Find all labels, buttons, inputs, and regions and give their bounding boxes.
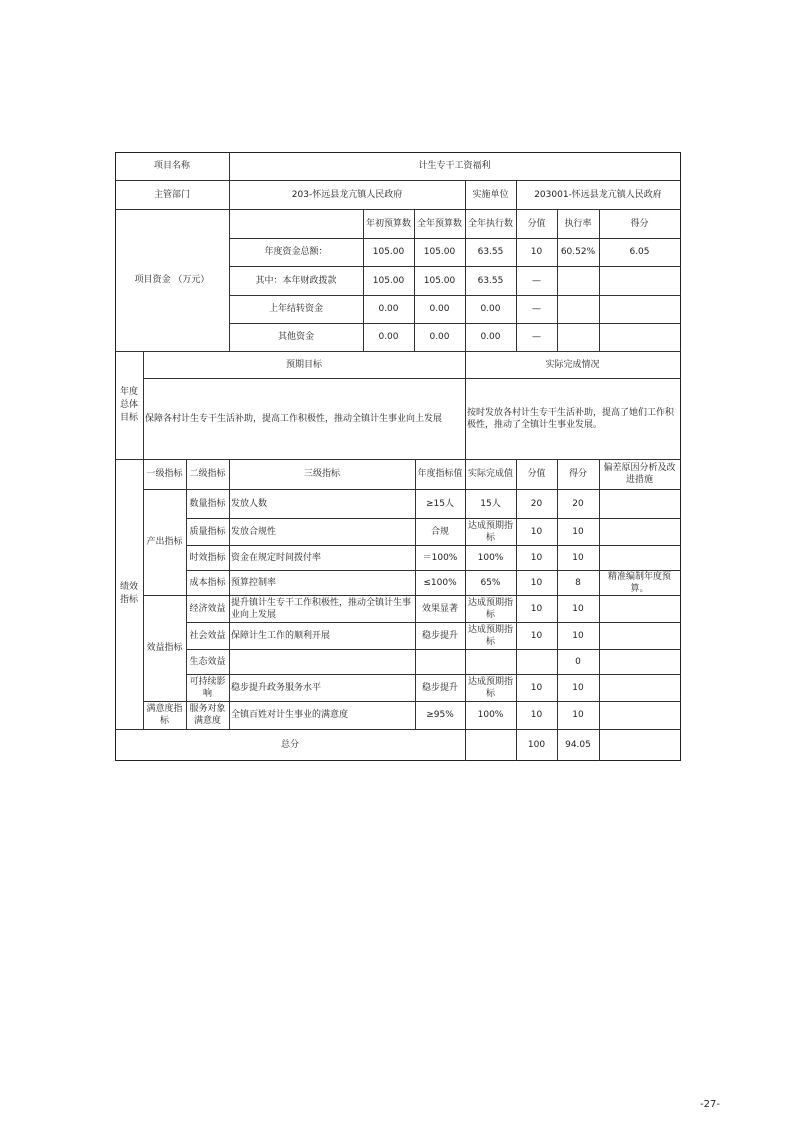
perf-cell-score: 20: [572, 498, 584, 509]
funds-col-header: 全年执行数: [467, 218, 513, 229]
page-number: -27-: [700, 1099, 720, 1110]
perf-cell-target: 合规: [430, 526, 449, 537]
perf-cell-target: 效果显著: [421, 603, 458, 614]
rule-line: [229, 180, 230, 210]
rule-line: [229, 152, 230, 181]
funds-cell: 0.00: [429, 304, 450, 314]
perf-cell-note: [599, 701, 680, 729]
rule-line: [465, 729, 466, 761]
performance-label: 绩效指标: [119, 582, 138, 605]
total-weight: 100: [527, 739, 546, 750]
perf-cell-weight: 10: [530, 682, 543, 693]
perf-cell-note: [599, 674, 680, 701]
funds-col-header: 全年预算数: [416, 218, 462, 229]
perf-cell-score: 10: [572, 552, 584, 563]
perf-cell-target: 稳步提升: [421, 630, 458, 641]
perf-col-header: 分值: [527, 469, 546, 479]
perf-cell-actual: 达成预期指标: [467, 597, 513, 620]
funds-cell: —: [532, 332, 541, 342]
funds-cell: 105.00: [372, 275, 405, 286]
rule-line: [415, 459, 416, 730]
funds-col-header: 得分: [630, 218, 649, 229]
rule-line: [115, 180, 681, 181]
perf-cell-target: [415, 649, 465, 674]
rule-line: [599, 209, 600, 352]
perf-cell-level3: 资金在规定时间拨付率: [231, 552, 322, 563]
perf-col-header: 偏差原因分析及改进措施: [603, 463, 676, 485]
rule-line: [115, 459, 681, 460]
funds-cell: 0.00: [480, 332, 501, 342]
perf-cell-level3: 保障计生工作的顺利开展: [231, 630, 331, 641]
perf-cell-weight: 10: [530, 526, 543, 537]
rule-line: [516, 209, 517, 352]
rule-line: [186, 459, 187, 730]
rule-line: [186, 570, 681, 571]
rule-line: [599, 729, 600, 761]
perf-cell-target: ≤100%: [423, 577, 457, 588]
perf-cell-note: [599, 489, 680, 518]
funds-row-label: 上年结转资金: [268, 304, 323, 314]
perf-cell-weight: [516, 649, 557, 674]
perf-cell-weight: 20: [530, 498, 543, 509]
funds-cell: [557, 266, 599, 295]
perf-cell-level2: 服务对象满意度: [189, 704, 226, 726]
funds-cell: 0.00: [378, 304, 399, 314]
perf-cell-score: 10: [572, 603, 584, 614]
perf-cell-level2: 可持续影响: [189, 676, 226, 699]
project-name-label: 项目名称: [153, 161, 190, 171]
total-score: 94.05: [565, 739, 591, 750]
funds-cell: 105.00: [423, 247, 456, 257]
rule-line: [186, 674, 681, 675]
rule-line: [143, 701, 681, 702]
funds-cell: [599, 323, 680, 351]
rule-line: [115, 152, 681, 153]
dept-label: 主管部门: [153, 189, 190, 200]
goals-actual-text: 按时发放各村计生专干生活补助，提高了她们工作积极性，推动了全镇计生事业发展。: [467, 407, 675, 430]
rule-line: [143, 595, 681, 596]
rule-line: [516, 729, 517, 761]
perf-cell-score: 8: [575, 577, 581, 588]
rule-line: [229, 266, 681, 267]
goals-label: 年度总体目标: [119, 386, 138, 423]
rule-line: [516, 459, 517, 730]
impl-label: 实施单位: [472, 189, 509, 200]
perf-cell-actual: 100%: [477, 710, 504, 720]
rule-line: [229, 209, 230, 352]
perf-cell-weight: 10: [530, 630, 543, 641]
perf-cell-actual: 达成预期指标: [467, 520, 513, 543]
dept-value: 203-怀远县龙亢镇人民政府: [291, 189, 403, 200]
perf-cell-level3: 发放合规性: [231, 526, 277, 537]
perf-cell-level3: 稳步提升政务服务水平: [231, 682, 322, 693]
rule-line: [115, 729, 681, 730]
perf-level1-output: 产出指标: [146, 537, 183, 547]
perf-cell-score: 10: [572, 710, 584, 720]
perf-cell-note: [599, 545, 680, 570]
perf-cell-level2: 社会效益: [189, 630, 226, 641]
perf-col-header: 实际完成值: [467, 469, 513, 479]
rule-line: [115, 351, 681, 352]
rule-line: [465, 351, 466, 460]
rule-line: [414, 209, 415, 352]
goals-expected-text: 保障各村计生专干生活补助，提高工作积极性，推动全镇计生事业向上发展: [145, 413, 443, 424]
funds-cell: 10: [530, 247, 543, 257]
perf-cell-note: [599, 622, 680, 649]
perf-cell-actual: 100%: [477, 552, 504, 563]
rule-line: [557, 729, 558, 761]
perf-cell-score: 10: [572, 682, 584, 693]
perf-cell-level2: 质量指标: [189, 526, 226, 537]
funds-cell: 0.00: [378, 332, 399, 342]
rule-line: [143, 351, 144, 460]
perf-col-header: 年度指标值: [417, 469, 463, 479]
perf-cell-note: [599, 595, 680, 622]
perf-cell-score: 10: [572, 630, 584, 641]
rule-line: [229, 295, 681, 296]
perf-cell-score: 10: [572, 526, 584, 537]
perf-cell-level3: [229, 649, 415, 674]
funds-cell: 63.55: [477, 247, 504, 257]
rule-line: [115, 760, 681, 761]
rule-line: [143, 489, 681, 490]
perf-cell-note: [599, 649, 680, 674]
rule-line: [115, 152, 116, 761]
perf-cell-target: ＝100%: [422, 552, 458, 563]
funds-cell: 6.05: [629, 247, 650, 257]
funds-cell: —: [532, 275, 541, 286]
rule-line: [465, 180, 466, 210]
perf-cell-weight: 10: [530, 603, 543, 614]
perf-cell-level3: 提升镇计生专干工作积极性，推动全镇计生事业向上发展: [231, 597, 412, 620]
perf-cell-level2: 时效指标: [189, 552, 226, 563]
impl-value: 203001-怀远县龙亢镇人民政府: [534, 189, 662, 200]
funds-row-label: 年度资金总额：: [264, 247, 328, 257]
rule-line: [465, 459, 466, 730]
perf-cell-level2: 成本指标: [189, 577, 226, 588]
funds-cell: 63.55: [477, 275, 504, 286]
rule-line: [143, 459, 144, 730]
funds-row-label: 其他资金: [277, 332, 314, 342]
perf-cell-level2: 经济效益: [189, 603, 226, 614]
perf-cell-actual: 65%: [480, 577, 501, 588]
rule-line: [186, 622, 681, 623]
rule-line: [143, 378, 681, 379]
funds-col-header: 执行率: [564, 218, 592, 229]
rule-line: [115, 209, 681, 210]
perf-cell-level2: 数量指标: [189, 498, 226, 509]
perf-cell-score: 0: [575, 656, 581, 667]
goals-actual-header: 实际完成情况: [545, 359, 600, 370]
funds-cell: 105.00: [423, 275, 456, 286]
perf-cell-actual: 达成预期指标: [467, 624, 513, 647]
perf-level1-satisfaction: 满意度指标: [146, 704, 183, 726]
project-name-value: 计生专干工资福利: [418, 161, 491, 171]
funds-cell: 0.00: [480, 304, 501, 314]
funds-col-header: 分值: [527, 218, 546, 229]
goals-expected-header: 预期目标: [285, 359, 322, 370]
rule-line: [229, 323, 681, 324]
perf-cell-weight: 10: [530, 710, 543, 720]
total-label: 总分: [280, 739, 299, 750]
funds-cell: 105.00: [372, 247, 405, 257]
rule-line: [680, 152, 681, 761]
rule-line: [186, 649, 681, 650]
funds-cell: [599, 295, 680, 323]
funds-row-label: 其中：本年财政拨款: [255, 275, 337, 286]
rule-line: [557, 459, 558, 730]
perf-col-header: 二级指标: [189, 469, 226, 479]
funds-cell: [557, 323, 599, 351]
rule-line: [465, 209, 466, 352]
rule-line: [186, 518, 681, 519]
funds-cell: [599, 266, 680, 295]
rule-line: [229, 238, 681, 239]
perf-cell-level3: 发放人数: [231, 498, 268, 509]
funds-cell: —: [532, 304, 541, 314]
funds-cell: [557, 295, 599, 323]
perf-cell-actual: [465, 649, 516, 674]
perf-col-header: 一级指标: [146, 469, 183, 479]
funds-col-header: 年初预算数: [365, 218, 411, 229]
funds-cell: 60.52%: [560, 247, 596, 257]
perf-cell-weight: 10: [530, 577, 543, 588]
perf-col-header: 得分: [568, 469, 587, 479]
rule-line: [229, 459, 230, 730]
rule-line: [363, 209, 364, 352]
perf-cell-note: 精准编制年度预算。: [607, 571, 671, 594]
perf-level1-benefit: 效益指标: [146, 643, 183, 653]
perf-cell-target: ≥15人: [426, 498, 454, 509]
funds-label: 项目资金 （万元）: [134, 274, 210, 285]
perf-cell-actual: 15人: [480, 498, 501, 509]
rule-line: [599, 459, 600, 730]
funds-cell: 0.00: [429, 332, 450, 342]
rule-line: [557, 209, 558, 352]
perf-cell-target: 稳步提升: [421, 682, 458, 693]
perf-col-header: 三级指标: [303, 469, 340, 479]
perf-cell-target: ≥95%: [426, 710, 454, 720]
perf-cell-actual: 达成预期指标: [467, 676, 513, 699]
rule-line: [516, 180, 517, 210]
perf-cell-level3: 预算控制率: [231, 577, 277, 588]
perf-cell-level2: 生态效益: [189, 656, 226, 667]
perf-cell-level3: 全镇百姓对计生事业的满意度: [231, 710, 349, 720]
rule-line: [186, 545, 681, 546]
perf-cell-note: [599, 518, 680, 545]
perf-cell-weight: 10: [530, 552, 543, 563]
